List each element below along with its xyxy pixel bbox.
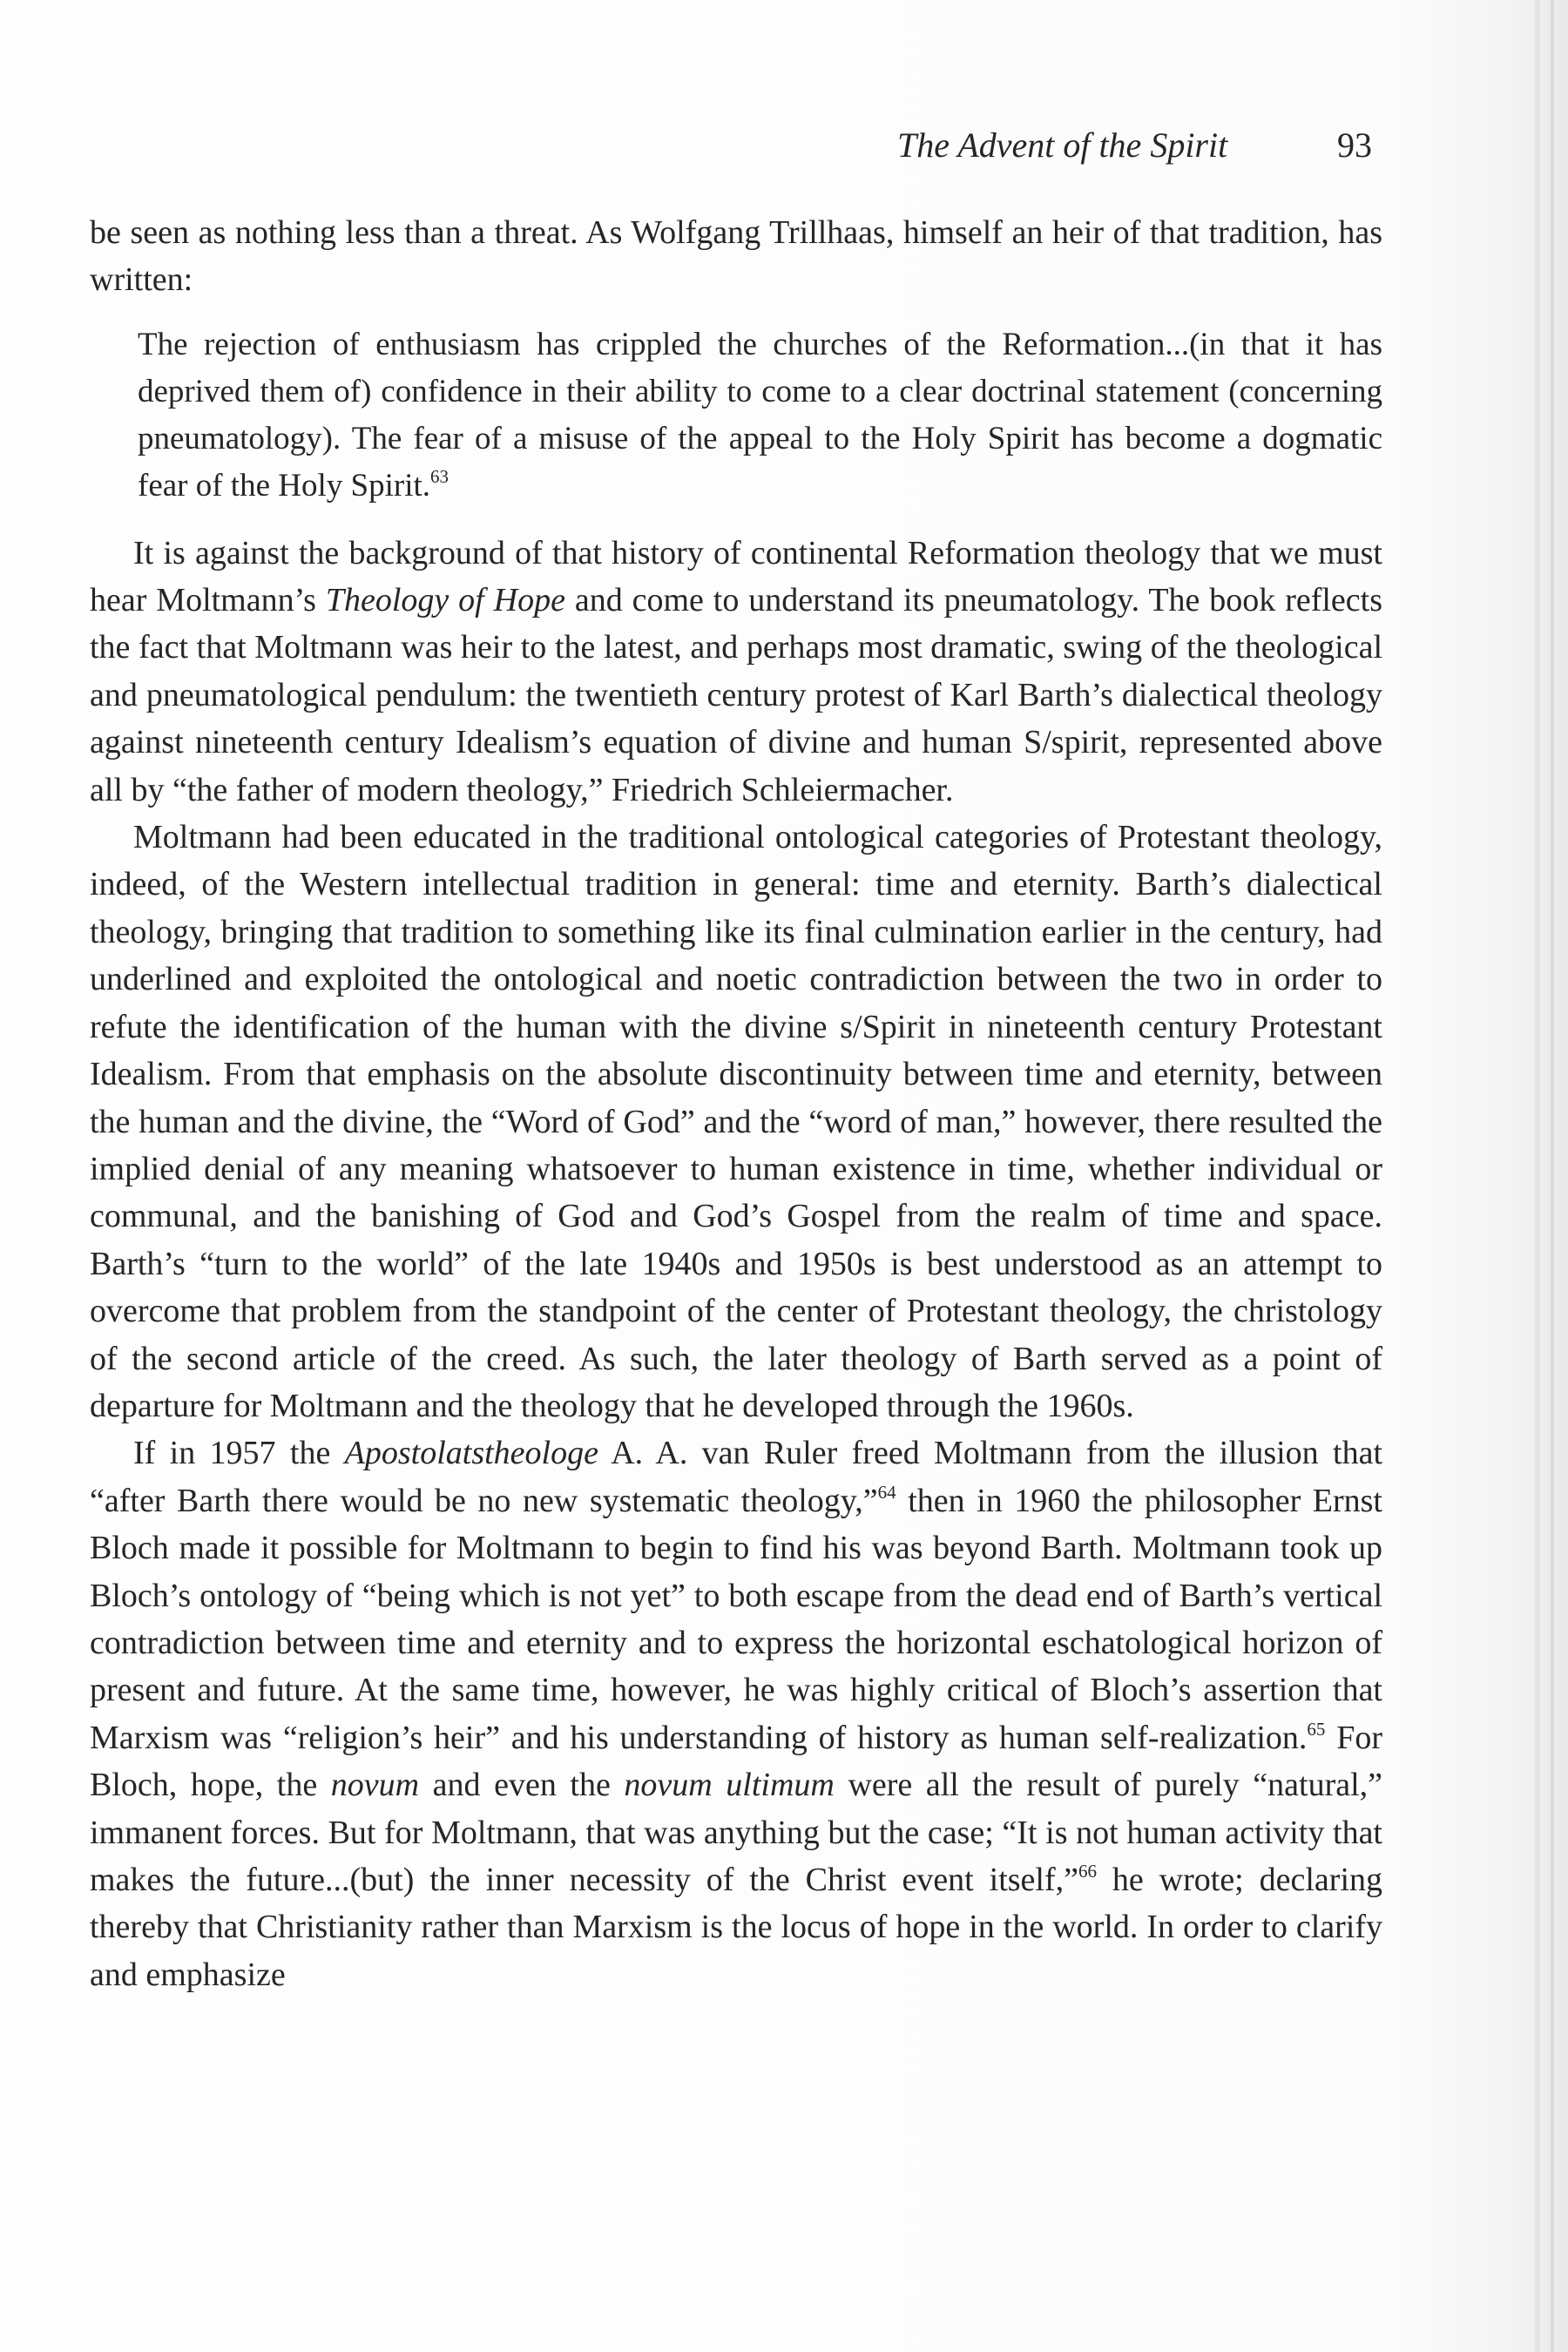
paragraph-text: Moltmann had been educated in the traditional ontological categories of Protestant theology, indeed, of the Western intellectual tradition in general: time and eternity. Barth’s dialectical theology, bringing that tradition to something like its final culmination earlier in the century, had underlined and exploited the ontological and noetic contradiction between the two in order to refute the identification of the human with the divine s/Spirit in nineteenth century Protestant Idealism. From that emphasis on the absolute discontinuity between time and eternity, between the human and the divine, the “Word of God” and the “word of man,” however, there resulted the implied denial of any meaning whatsoever to human existence in time, whether individual or communal, and the banishing of God and God’s Gospel from the realm of time and space. Barth’s “turn to the world” of the late 1940s and 1950s is best understood as an attempt to overcome that problem from the standpoint of the center of Protestant theology, the christology of the second article of the creed. As such, the later theology of Barth served as a point of departure for Moltmann and the theology that he developed through the 1960s. (90, 819, 1382, 1424)
paragraph-text: were all the result of purely “natural,” immanent forces. But for Moltmann, that was anything but the case; “It is not human activity that makes the future...(but) the inner necessity of the Christ event itself,” (90, 1767, 1383, 1898)
running-title: The Advent of the Spirit (897, 125, 1228, 165)
footnote-marker: 66 (1078, 1861, 1097, 1882)
footnote-marker: 63 (430, 466, 449, 488)
paragraph-text: It is against the background of that history of continental Reformation theology that we must hear Moltmann’s (90, 534, 1382, 619)
paragraph (90, 209, 1382, 304)
paragraph-text: and come to understand its pneumatology. The book reflects the fact that Moltmann was heir to the latest, and perhaps most dramatic, swing of the theological and pneumatological pendulum: the twentieth century protest of Karl Barth’s dialectical theology against nineteenth century Idealism’s equation of divine and human S/spirit, represented above all by “the father of modern theology,” Friedrich Schleiermacher. (90, 582, 1383, 808)
paragraph-text: he wrote; declaring thereby that Christianity rather than Marxism is the locus of hope in the world. In order to clarify and emphasize (90, 1862, 1383, 1993)
scan-edge-shadow (1535, 0, 1540, 2352)
page-number: 93 (1337, 125, 1372, 165)
scan-edge-shadow (1551, 0, 1554, 2352)
book-title: Theology of Hope (325, 582, 565, 619)
paragraph-text: and even the (419, 1767, 625, 1804)
page-body (90, 209, 1382, 1998)
paragraph-text: A. A. van Ruler freed Moltmann from the illusion that “after Barth there would be no new systematic theology,” (90, 1435, 1383, 1519)
italic-term: novum ultimum (624, 1767, 835, 1804)
italic-term: novum (330, 1767, 420, 1804)
italic-term: Apostolatstheologe (344, 1435, 598, 1472)
running-header (897, 115, 1372, 176)
paragraph (90, 530, 1382, 814)
paragraph-text: If in 1957 the (133, 1435, 345, 1472)
paragraph-text: For Bloch, hope, the (90, 1719, 1382, 1804)
footnote-marker: 64 (877, 1481, 896, 1503)
paragraph (90, 1429, 1382, 1998)
block-quote (138, 321, 1382, 510)
paragraph (90, 814, 1382, 1429)
paragraph-text: be seen as nothing less than a threat. As Wolfgang Trillhaas, himself an heir of that tradition, has written: (90, 214, 1382, 299)
paragraph-text: then in 1960 the philosopher Ernst Bloch made it possible for Moltmann to begin to find his was beyond Barth. Moltmann took up Bloch’s ontology of “being which is not yet” to both escape from the dead end of Barth’s vertical contradiction between time and eternity and to express the horizontal eschatological horizon of present and future. At the same time, however, he was highly critical of Bloch’s assertion that Marxism was “religion’s heir” and his understanding of history as human self-realization. (90, 1482, 1382, 1756)
quote-text: The rejection of enthusiasm has crippled the churches of the Reformation...(in that it has deprived them of) confidence in their ability to come to a clear doctrinal statement (concerning pneumatology). The fear of a misuse of the appeal to the Holy Spirit has become a dogmatic fear of the Holy Spirit. (138, 326, 1382, 504)
footnote-marker: 65 (1307, 1718, 1326, 1740)
